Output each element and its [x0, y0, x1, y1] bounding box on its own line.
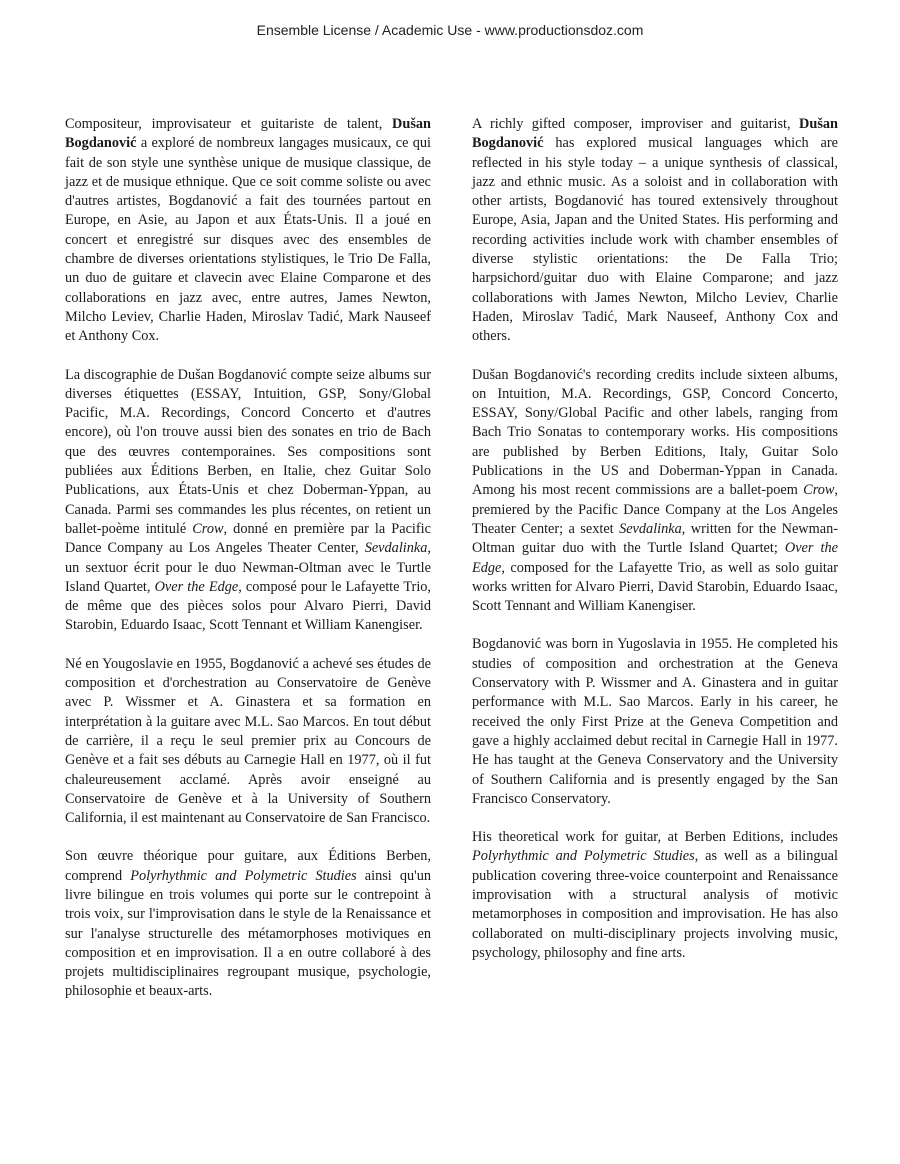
english-paragraph-intro: [472, 115, 838, 347]
license-header: Ensemble License / Academic Use - www.productionsdoz.com: [256, 22, 644, 38]
text-run: , composé pour le Lafayette Trio, de même que des pièces solos pour Alvaro Pierri, David Starobin, Eduardo Isaac, Scott Tennant et William Kanengiser.: [65, 578, 432, 634]
work-title: Polyrhythmic and Polymetric Studies: [130, 867, 357, 884]
text-run: Son œuvre théorique pour guitare, aux Éditions Berben, comprend: [65, 848, 431, 884]
work-title: Sevdalinka: [619, 520, 682, 537]
english-paragraph-biography: Bogdanović was born in Yugoslavia in 1955. He completed his studies of composition and orchestration at the Geneva Conservatory with P. Wissmer and A. Ginastera and in guitar performance with M.L. Sao Marcos. Early in his career, he received the only First Prize at the Geneva Competition and gave a highly acclaimed debut recital in Carnegie Hall in 1977. He has taught at the Geneva Conservatory and the University of Southern California and is presently engaged by the San Francisco Conservatory.: [472, 636, 838, 807]
french-paragraph-discography: [65, 366, 431, 636]
composer-name: Dušan Bogdanović: [65, 116, 431, 152]
text-run: , written for the Newman-Oltman guitar duo with the Turtle Island Quartet;: [472, 520, 838, 557]
text-run: , un sextuor écrit pour le duo Newman-Oltman avec le Turtle Island Quartet,: [65, 540, 431, 595]
text-run: , donné en première par la Pacific Dance Company au Los Angeles Theater Center,: [65, 520, 431, 557]
work-title: Sevdalinka: [364, 540, 428, 557]
text-run: Dušan Bogdanović's recording credits include sixteen albums, on Intuition, M.A. Recordings, GSP, Concord Concerto, ESSAY, Sony/Global Pacific and other labels, ranging from Bach Trio Sonatas to contemporary works. His compositions are published by Berben Editions, Italy, Guitar Solo Publications in the US and Doberman-Yppan in Canada. Among his most recent commissions are a ballet-poem: [472, 366, 838, 499]
french-paragraph-theory: [65, 847, 431, 1001]
french-paragraph-biography: Né en Yougoslavie en 1955, Bogdanović a achevé ses études de composition et d'orchestration au Conservatoire de Genève avec P. Wissmer et A. Ginastera et sa formation en interprétation à la guitare avec M.L. Sao Marcos. En tout début de carrière, il a reçu le seul premier prix au Concours de Genève et a fait ses débuts au Carnegie Hall en 1977, où il fut chaleureusement acclamé. Après avoir enseigné au Conservatoire de Genève et à la University of Southern California, il est maintenant au Conservatoire de San Francisco.: [65, 655, 431, 827]
french-paragraph-intro: [65, 115, 431, 347]
work-title: Polyrhythmic and Polymetric Studies: [472, 848, 695, 865]
work-title: Crow: [803, 482, 835, 499]
work-title: Over the Edge: [472, 540, 838, 576]
text-run: , composed for the Lafayette Trio, as well as solo guitar works written for Alvaro Pierri, David Starobin, Eduardo Isaac, Scott Tennant and William Kanengiser.: [472, 559, 838, 615]
work-title: Crow: [192, 520, 224, 537]
text-run: ainsi qu'un livre bilingue en trois volumes qui porte sur le contrepoint à trois voix, sur l'improvisation dans le style de la Renaissance et sur l'analyse structurelle des métamorphoses motiviques en composition et en improvisation. Il a en outre collaboré à des projets multidisciplinaires regroupant musique, psychologie, philosophie et beaux-arts.: [65, 867, 432, 1000]
text-run: His theoretical work for guitar, at Berben Editions, includes: [472, 829, 838, 846]
english-paragraph-theory: [472, 828, 838, 963]
text-run: La discographie de Dušan Bogdanović compte seize albums sur diverses étiquettes (ESSAY, Intuition, GSP, Sony/Global Pacific, M.A. Recordings, Concord Concerto et d'autres encore), où l'on trouve aussi bien des sonates en trio de Bach que des œuvres contemporaines. Ses compositions sont publiées aux Éditions Berben, en Italie, chez Guitar Solo Publications, aux États-Unis et chez Doberman-Yppan, au Canada. Parmi ses commandes les plus récentes, on retient un ballet-poème intitulé: [65, 366, 431, 537]
text-run: , as well as a bilingual publication covering three-voice counterpoint and Renaissance improvisation with a structural analysis of motivic metamorphoses in composition and improvisation. He has also collaborated on multi-disciplinary projects involving music, psychology, philosophy and fine arts.: [472, 848, 838, 961]
composer-name: Dušan Bogdanović: [472, 116, 838, 152]
text-run: Compositeur, improvisateur et guitariste de talent,: [65, 116, 383, 132]
work-title: Over the Edge: [154, 578, 239, 595]
text-run: A richly gifted composer, improviser and guitarist,: [472, 116, 791, 132]
text-run: , premiered by the Pacific Dance Company at the Los Angeles Theater Center; a sextet: [472, 482, 838, 537]
text-run: has explored musical languages which are reflected in his style today – a unique synthesis of classical, jazz and ethnic music. As a soloist and in collaboration with other artists, Bogdanović has toured extensively throughout Europe, Asia, Japan and the United States. His performing and recording activities include work with chamber ensembles of diverse stylistic orientations: the De Falla Trio; harpsichord/guitar duo with Elaine Comparone; and jazz collaborations with James Newton, Milcho Leviev, Charlie Haden, Miroslav Tadić, Mark Nauseef, Anthony Cox and others.: [472, 135, 838, 345]
english-paragraph-discography: [472, 366, 838, 617]
text-run: a exploré de nombreux langages musicaux, ce qui fait de son style une synthèse unique de musique classique, de jazz et de musique ethnique. Que ce soit comme soliste ou avec d'autres artistes, Bogdanović a fait des tournées partout en Europe, en Asie, au Japon et aux États-Unis. Il a joué en concert et enregistré sur disques avec des ensembles de chambre de diverses orientations stylistiques, le Trio De Falla, un duo de guitare et clavecin avec Elaine Comparone et des collaborations en jazz avec, entre autres, James Newton, Milcho Leviev, Charlie Haden, Miroslav Tadić, Mark Nauseef et Anthony Cox.: [65, 135, 431, 345]
english-column: [472, 115, 838, 982]
french-column: [65, 115, 431, 1021]
